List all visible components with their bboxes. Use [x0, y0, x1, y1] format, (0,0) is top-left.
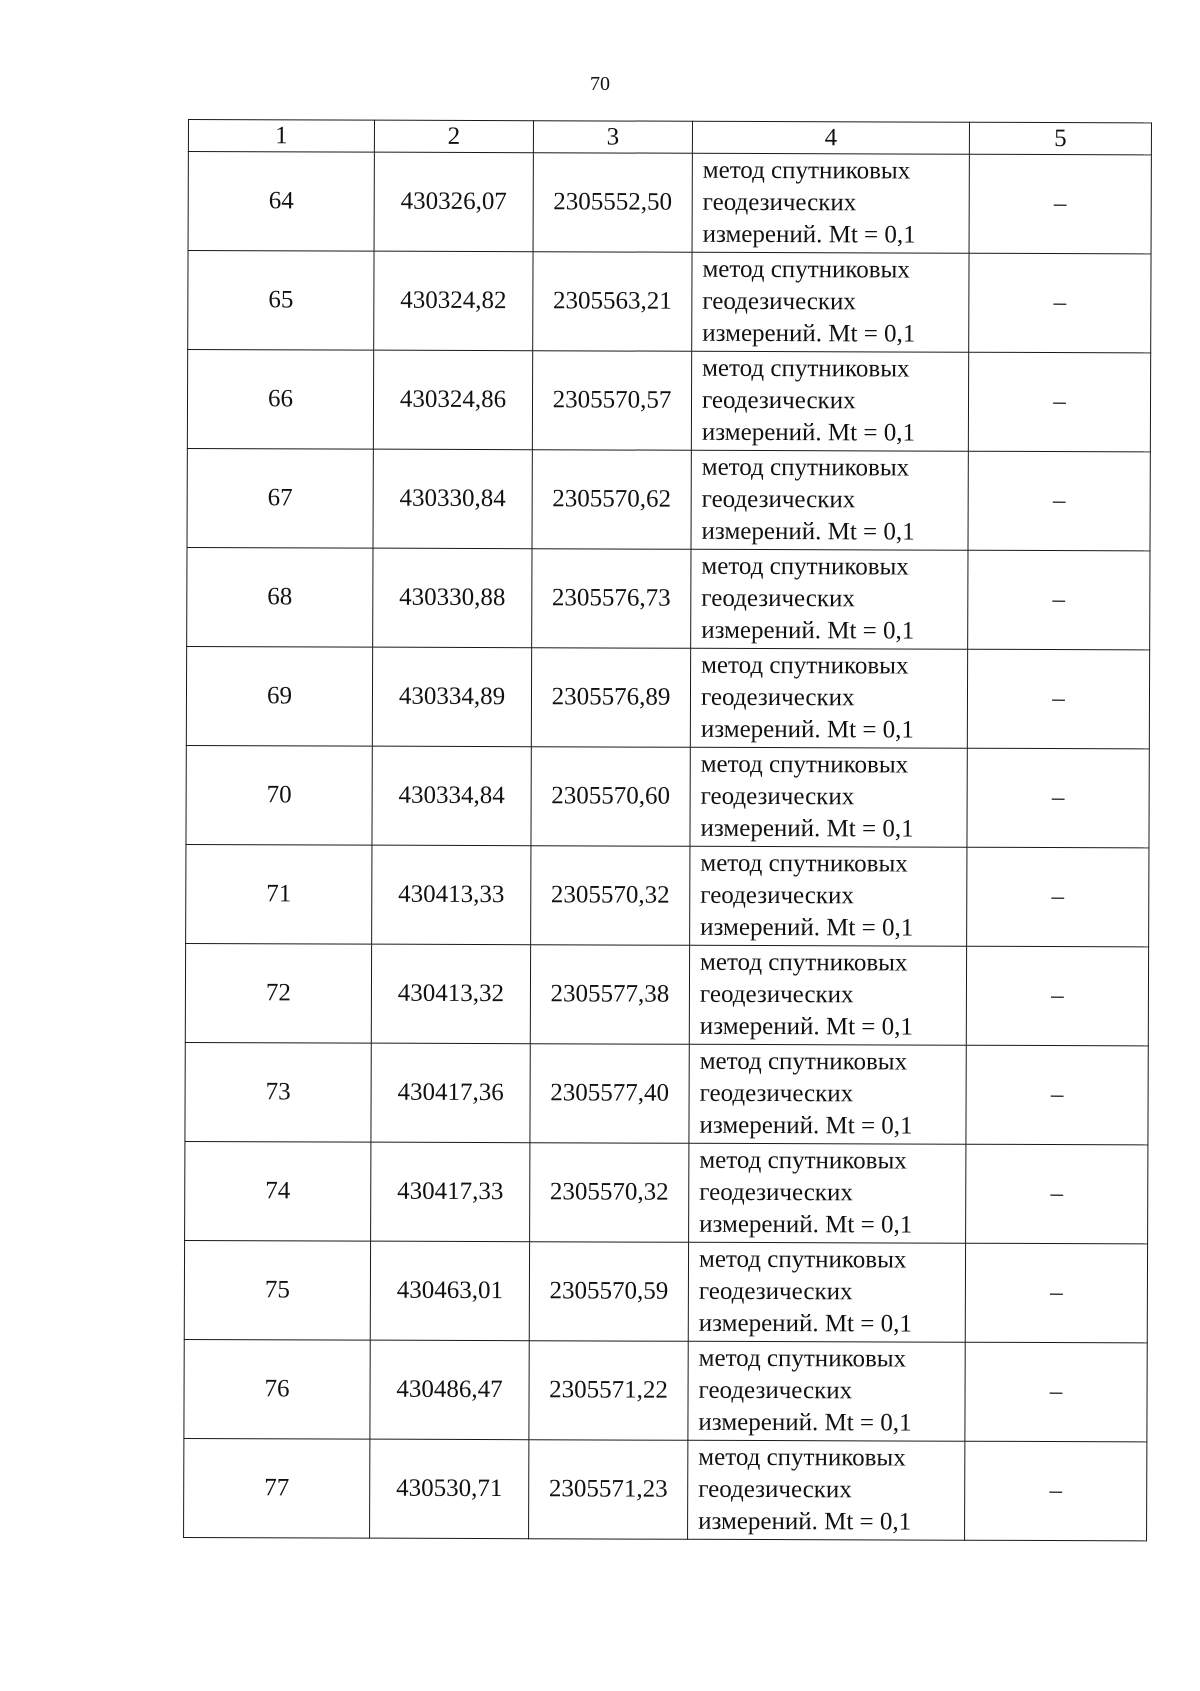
method-text-line: геодезических	[701, 386, 856, 415]
method-text-line: метод спутниковых	[699, 1047, 908, 1076]
point-number-cell: 64	[188, 152, 374, 252]
table-row	[185, 1141, 1148, 1243]
note-cell: –	[966, 1144, 1148, 1244]
method-text-line: измерений. Mt = 0,1	[701, 418, 916, 447]
table-row	[188, 251, 1151, 353]
table-row	[187, 547, 1150, 649]
y-coordinate-cell: 2305570,59	[529, 1242, 688, 1342]
point-number-cell: 72	[185, 943, 371, 1043]
x-coordinate-cell: 430330,88	[373, 548, 532, 648]
method-text-line: измерений. Mt = 0,1	[701, 616, 915, 645]
point-number-cell: 69	[186, 646, 372, 746]
y-coordinate-cell: 2305570,32	[530, 1143, 689, 1243]
x-coordinate-cell: 430463,01	[370, 1241, 529, 1341]
point-number-cell: 73	[185, 1042, 371, 1142]
point-number-cell: 67	[187, 448, 373, 548]
note-cell: –	[965, 1441, 1147, 1541]
method-text-line: геодезических	[700, 881, 854, 910]
method-text-line: метод спутниковых	[698, 1245, 907, 1274]
y-coordinate-cell: 2305571,22	[529, 1341, 688, 1441]
column-header-1: 1	[188, 120, 374, 153]
point-number-cell: 71	[186, 844, 372, 944]
method-text-line: метод спутниковых	[700, 849, 908, 878]
y-coordinate-cell: 2305563,21	[533, 252, 692, 352]
method-text-line: метод спутниковых	[698, 1443, 906, 1472]
method-text-line: измерений. Mt = 0,1	[699, 1210, 913, 1239]
method-text-line: измерений. Mt = 0,1	[699, 1111, 913, 1140]
method-text-line: измерений. Mt = 0,1	[700, 814, 914, 843]
method-text-line: измерений. Mt = 0,1	[699, 1012, 913, 1041]
y-coordinate-cell: 2305570,32	[531, 846, 690, 946]
column-header-4: 4	[692, 121, 969, 154]
method-text-line: геодезических	[702, 188, 857, 217]
note-cell: –	[965, 1243, 1147, 1343]
table-row	[187, 350, 1150, 452]
method-cell	[689, 1044, 966, 1144]
y-coordinate-cell: 2305570,57	[532, 351, 691, 451]
method-text-line: метод спутниковых	[701, 552, 909, 581]
y-coordinate-cell: 2305571,23	[529, 1440, 688, 1540]
x-coordinate-cell: 430417,36	[371, 1043, 530, 1143]
method-text-line: измерений. Mt = 0,1	[698, 1408, 912, 1437]
y-coordinate-cell: 2305577,40	[530, 1044, 689, 1144]
column-header-3: 3	[533, 121, 692, 154]
table-header	[188, 120, 1151, 155]
y-coordinate-cell: 2305570,62	[532, 450, 691, 550]
note-cell: –	[967, 748, 1149, 848]
method-cell	[688, 1242, 965, 1342]
table-row	[188, 152, 1151, 254]
note-cell: –	[968, 550, 1150, 650]
method-text-line: геодезических	[699, 980, 854, 1009]
table-row	[184, 1438, 1147, 1540]
x-coordinate-cell: 430324,82	[374, 251, 533, 351]
table-row	[184, 1339, 1147, 1441]
note-cell: –	[965, 1342, 1147, 1442]
y-coordinate-cell: 2305577,38	[530, 945, 689, 1045]
method-cell	[691, 549, 968, 649]
header-row	[188, 120, 1151, 155]
method-cell	[690, 747, 967, 847]
method-text-line: геодезических	[698, 1376, 853, 1405]
point-number-cell: 75	[184, 1240, 370, 1340]
method-text-line: метод спутниковых	[701, 651, 909, 680]
x-coordinate-cell: 430486,47	[370, 1340, 529, 1440]
table-body	[184, 152, 1152, 1541]
x-coordinate-cell: 430413,32	[371, 944, 530, 1044]
method-text-line: геодезических	[701, 485, 856, 514]
y-coordinate-cell: 2305576,89	[531, 648, 690, 748]
method-text-line: метод спутниковых	[701, 453, 910, 482]
table-row	[184, 1240, 1147, 1342]
coordinates-table	[183, 119, 1152, 1541]
method-text-line: измерений. Mt = 0,1	[701, 517, 915, 546]
method-cell	[691, 351, 968, 451]
point-number-cell: 65	[188, 251, 374, 351]
method-cell	[692, 153, 969, 253]
x-coordinate-cell: 430334,84	[372, 746, 531, 846]
x-coordinate-cell: 430417,33	[371, 1142, 530, 1242]
note-cell: –	[969, 253, 1151, 353]
point-number-cell: 68	[187, 547, 373, 647]
method-text-line: измерений. Mt = 0,1	[698, 1309, 912, 1338]
method-text-line: измерений. Mt = 0,1	[700, 913, 914, 942]
table-row	[187, 448, 1150, 550]
x-coordinate-cell: 430324,86	[373, 350, 532, 450]
method-text-line: геодезических	[698, 1475, 852, 1504]
table-row	[186, 745, 1149, 847]
page-number: 70	[590, 73, 610, 95]
column-header-2: 2	[374, 120, 533, 153]
table-row	[185, 943, 1148, 1045]
note-cell: –	[966, 1045, 1148, 1145]
note-cell: –	[966, 946, 1148, 1046]
point-number-cell: 76	[184, 1339, 370, 1439]
table-row	[186, 646, 1149, 748]
note-cell: –	[969, 154, 1151, 254]
point-number-cell: 74	[185, 1141, 371, 1241]
method-text-line: метод спутниковых	[702, 354, 910, 383]
method-text-line: измерений. Mt = 0,1	[700, 715, 914, 744]
x-coordinate-cell: 430326,07	[374, 152, 533, 252]
note-cell: –	[968, 451, 1150, 551]
y-coordinate-cell: 2305570,60	[531, 747, 690, 847]
note-cell: –	[967, 847, 1149, 947]
method-text-line: метод спутниковых	[700, 750, 909, 779]
method-cell	[689, 945, 966, 1045]
method-cell	[692, 252, 969, 352]
x-coordinate-cell: 430413,33	[372, 845, 531, 945]
method-text-line: геодезических	[699, 1079, 854, 1108]
point-number-cell: 70	[186, 745, 372, 845]
method-cell	[690, 846, 967, 946]
note-cell: –	[968, 352, 1150, 452]
method-text-line: метод спутниковых	[700, 948, 908, 977]
method-text-line: метод спутниковых	[702, 255, 910, 284]
method-cell	[690, 648, 967, 748]
method-text-line: измерений. Mt = 0,1	[702, 220, 916, 249]
point-number-cell: 77	[184, 1438, 370, 1538]
method-text-line: геодезических	[702, 287, 857, 316]
y-coordinate-cell: 2305552,50	[533, 153, 692, 253]
method-text-line: метод спутниковых	[702, 156, 911, 185]
method-text-line: метод спутниковых	[699, 1146, 907, 1175]
point-number-cell: 66	[187, 350, 373, 450]
method-text-line: геодезических	[698, 1277, 853, 1306]
method-cell	[691, 450, 968, 550]
table-row	[185, 1042, 1148, 1144]
x-coordinate-cell: 430330,84	[373, 449, 532, 549]
method-cell	[689, 1143, 966, 1243]
method-text-line: измерений. Mt = 0,1	[698, 1507, 912, 1536]
method-cell	[688, 1440, 965, 1540]
table-row	[186, 844, 1149, 946]
method-text-line: геодезических	[700, 683, 855, 712]
method-text-line: измерений. Mt = 0,1	[702, 319, 916, 348]
x-coordinate-cell: 430334,89	[372, 647, 531, 747]
column-header-5: 5	[969, 122, 1151, 155]
note-cell: –	[967, 649, 1149, 749]
method-text-line: геодезических	[699, 1178, 853, 1207]
method-text-line: геодезических	[700, 782, 855, 811]
method-text-line: метод спутниковых	[698, 1344, 907, 1373]
x-coordinate-cell: 430530,71	[370, 1439, 529, 1539]
method-cell	[688, 1341, 965, 1441]
y-coordinate-cell: 2305576,73	[532, 549, 691, 649]
method-text-line: геодезических	[701, 584, 855, 613]
